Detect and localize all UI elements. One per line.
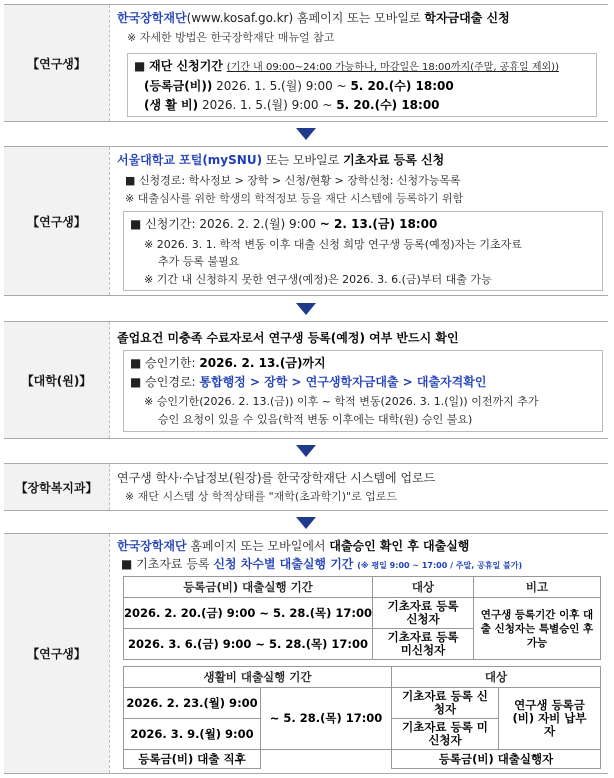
bullet-icon: ■: [134, 59, 150, 73]
table-header: 등록금(비) 대출실행 기간: [124, 577, 373, 598]
step4-block: [4, 463, 608, 511]
table-cell: 2026. 3. 6.(금) 9:00 ~ 5. 28.(목) 17:00: [124, 629, 373, 660]
step1-block: [4, 4, 608, 122]
step1-tuition-period: (등록금(비)) 2026. 1. 5.(월) 9:00 ~ 5. 20.(수) 18:00: [144, 79, 454, 93]
step1-living-period: (생 활 비) 2026. 1. 5.(월) 9:00 ~ 5. 20.(수) 18:00: [144, 98, 440, 112]
step3-block: [4, 321, 608, 439]
step3-role-label: 【대학(원)】: [4, 322, 109, 438]
step2-note2-cont: 추가 등록 불필요: [158, 255, 240, 268]
step4-note: ※ 재단 시스템 상 학적상태를 "재학(초과학기)"로 업로드: [125, 490, 398, 503]
down-arrow-icon: [296, 303, 316, 315]
step3-deadline: ■ 승인기한: 2026. 2. 13.(금)까지: [130, 356, 326, 370]
bullet-icon: ■: [130, 217, 146, 231]
step5-role-label: 【연구생】: [4, 534, 109, 773]
step2-note: ※ 대출심사를 위한 학생의 학적정보 등을 재단 시스템에 등록하기 위함: [125, 192, 464, 205]
table-cell: 2026. 3. 9.(월) 9:00: [124, 719, 261, 750]
step5-block: [4, 533, 608, 774]
table-cell: 2026. 2. 23.(월) 9:00: [124, 688, 261, 719]
step1-manual-note: ※ 자세한 방법은 한국장학재단 매뉴얼 참고: [127, 31, 335, 44]
down-arrow-icon: [296, 517, 316, 529]
table-cell: ~ 5. 28.(목) 17:00: [261, 688, 392, 750]
table-cell: 기초자료 등록 미신청자: [392, 719, 499, 750]
tuition-loan-table: [123, 576, 601, 660]
table-cell: 기초자료 등록 미신청자: [373, 629, 474, 660]
step5-subtitle: ■ 기초자료 등록 신청 차수별 대출실행 기간 (※ 평일 9:00 ~ 17:00 / 주말, 공휴일 불가): [121, 557, 523, 571]
step2-period-box: [123, 211, 603, 291]
bullet-icon: ■: [130, 375, 146, 389]
table-cell: 연구생 등록금(비) 자비 납부자: [499, 688, 601, 750]
living-loan-table: [123, 666, 601, 769]
step2-instruction: 서울대학교 포털(mySNU) 또는 모바일로 기초자료 등록 신청: [117, 153, 445, 167]
table-cell: 기초자료 등록 신청자: [373, 598, 474, 629]
step1-role-label: 【연구생】: [4, 5, 109, 121]
table-header: 대상: [373, 577, 474, 598]
step3-note: ※ 승인기한(2026. 2. 13.(금)) 이후 ~ 학적 변동(2026. 3. 1.(일)) 이전까지 추가: [144, 395, 539, 408]
down-arrow-icon: [296, 128, 316, 140]
table-cell: 등록금(비) 대출 직후: [124, 750, 261, 769]
step3-box: [123, 350, 603, 432]
table-header: 대상: [392, 667, 601, 688]
step3-note-cont: 승인 요청이 있을 수 있음(학적 변동 이후에는 대학(원) 승인 불요): [158, 413, 473, 426]
step2-note3: ※ 기간 내 신청하지 못한 연구생(예정)은 2026. 3. 6.(금)부터 대출 가능: [144, 273, 492, 286]
step2-route: ■ 신청경로: 학사정보 > 장학 > 신청/현황 > 장학신청: 신청가능목록: [125, 174, 461, 187]
table-header: 생활비 대출실행 기간: [124, 667, 392, 688]
table-header: 비고: [474, 577, 601, 598]
step4-role-label: 【장학복지과】: [4, 464, 109, 510]
table-cell: 2026. 2. 20.(금) 9:00 ~ 5. 28.(목) 17:00: [124, 598, 373, 629]
step3-route: ■ 승인경로: 통합행정 > 장학 > 연구생학자금대출 > 대출자격확인: [130, 375, 487, 389]
step1-instruction: 한국장학재단(www.kosaf.go.kr) 홈페이지 또는 모바일로 학자금대출 신청: [117, 11, 510, 25]
bullet-icon: ■: [125, 174, 139, 187]
bullet-icon: ■: [121, 557, 137, 571]
step2-block: [4, 146, 608, 296]
step4-instruction: 연구생 학사·수납정보(원장)를 한국장학재단 시스템에 업로드: [117, 471, 436, 485]
step1-period-box: ■ 재단 신청기간 (기간 내 09:00~24:00 가능하나, 마감일은 18:00까지(주말, 공휴일 제외)) (등록금(비)) 2026. 1. 5.(월) 9:00 ~ 5. 20.(수) 18:00 (생 활 비) 2026. 1. 5.(월) 9:00 ~ 5. 20.(수) 18:00: [127, 53, 597, 117]
table-cell: 등록금(비) 대출실행자: [392, 750, 601, 769]
table-cell-remark: 연구생 등록기간 이후 대출 신청자는 특별승인 후 가능: [474, 598, 601, 660]
step5-instruction: 한국장학재단 홈페이지 또는 모바일에서 대출승인 확인 후 대출실행: [117, 539, 470, 553]
down-arrow-icon: [296, 445, 316, 457]
step2-period: ■ 신청기간: 2026. 2. 2.(월) 9:00 ~ 2. 13.(금) 18:00: [130, 217, 438, 231]
step3-title: 졸업요건 미충족 수료자로서 연구생 등록(예정) 여부 반드시 확인: [117, 331, 459, 345]
step2-role-label: 【연구생】: [4, 147, 109, 295]
table-cell: 기초자료 등록 신청자: [392, 688, 499, 719]
step2-note2: ※ 2026. 3. 1. 학적 변동 이후 대출 신청 희망 연구생 등록(예정)자는 기초자료: [144, 238, 522, 251]
bullet-icon: ■: [130, 356, 146, 370]
